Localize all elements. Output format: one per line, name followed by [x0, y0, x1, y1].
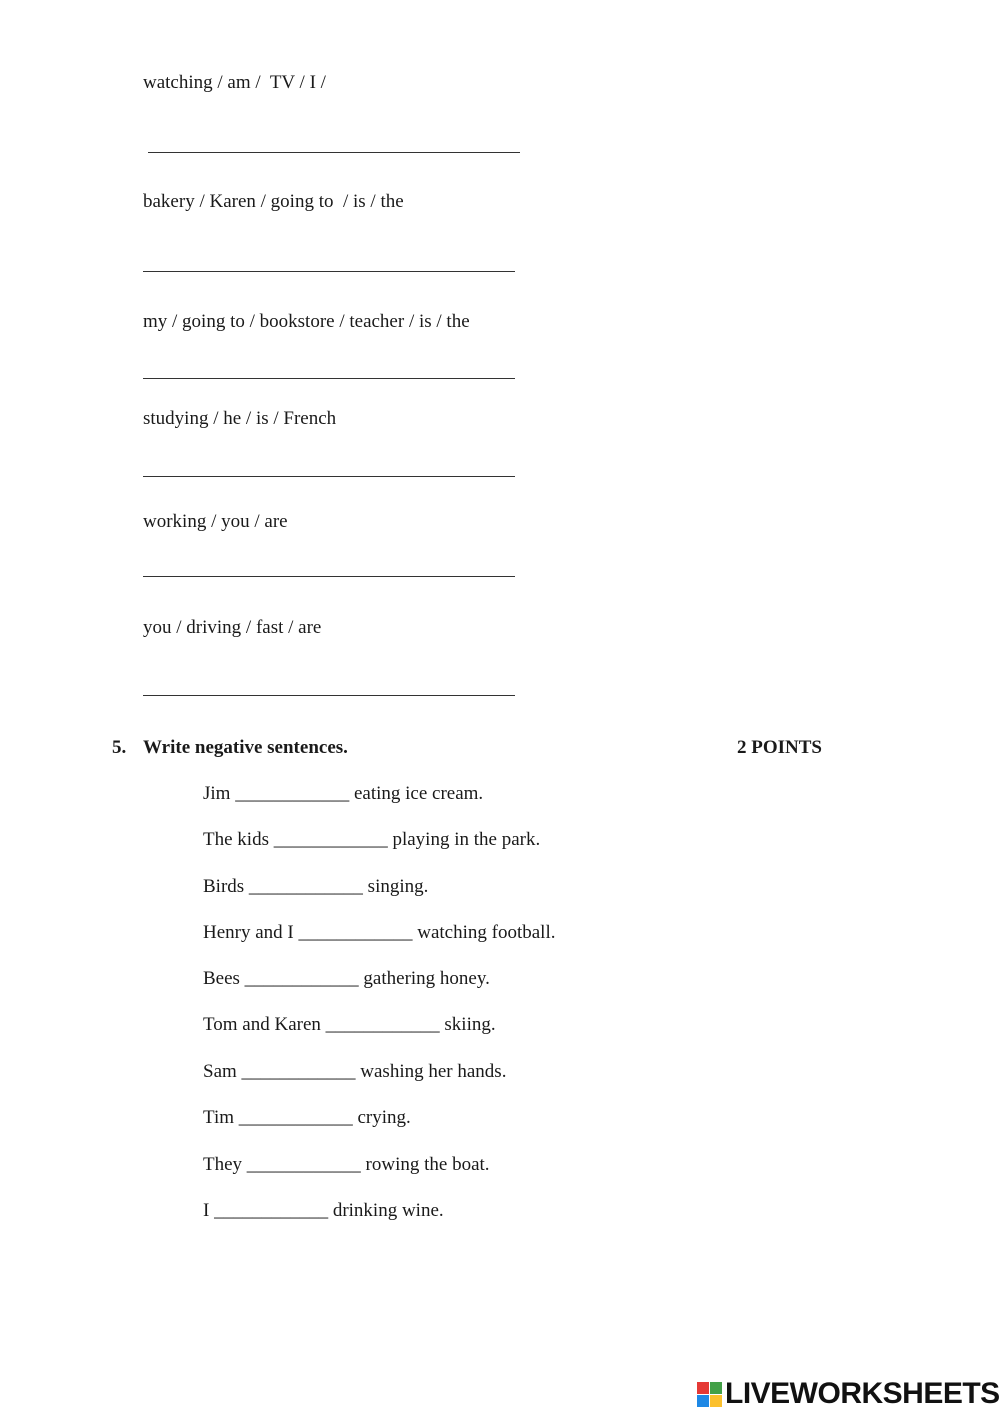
answer-line-5[interactable]	[143, 576, 515, 577]
answer-line-3[interactable]	[143, 378, 515, 379]
negative-sentence-4: Henry and I ____________ watching football.	[203, 922, 556, 943]
logo-square-blue	[697, 1395, 709, 1407]
negative-sentence-6: Tom and Karen ____________ skiing.	[203, 1014, 496, 1035]
answer-line-2[interactable]	[143, 271, 515, 272]
answer-line-6[interactable]	[143, 695, 515, 696]
negative-sentence-9: They ____________ rowing the boat.	[203, 1154, 490, 1175]
section-number: 5.	[112, 737, 127, 758]
reorder-prompt-3: my / going to / bookstore / teacher / is / the	[143, 311, 470, 332]
reorder-prompt-4: studying / he / is / French	[143, 408, 337, 429]
negative-sentence-10: I ____________ drinking wine.	[203, 1200, 444, 1221]
answer-line-1[interactable]	[148, 152, 520, 153]
negative-sentence-1: Jim ____________ eating ice cream.	[203, 783, 484, 804]
negative-sentence-8: Tim ____________ crying.	[203, 1107, 411, 1128]
reorder-prompt-2: bakery / Karen / going to / is / the	[143, 191, 404, 212]
section-points: 2 POINTS	[737, 737, 822, 758]
logo-brand-text: LIVEWORKSHEETS	[725, 1377, 1000, 1410]
section-title: Write negative sentences.	[143, 737, 348, 758]
reorder-prompt-1: watching / am / TV / I /	[143, 72, 326, 93]
logo-square-yellow	[710, 1395, 722, 1407]
liveworksheets-logo[interactable]	[697, 1378, 1000, 1410]
reorder-prompt-5: working / you / are	[143, 511, 288, 532]
negative-sentence-3: Birds ____________ singing.	[203, 876, 429, 897]
reorder-prompt-6: you / driving / fast / are	[143, 617, 322, 638]
answer-line-4[interactable]	[143, 476, 515, 477]
liveworksheets-logo-icon	[697, 1382, 722, 1407]
negative-sentence-5: Bees ____________ gathering honey.	[203, 968, 490, 989]
logo-square-green	[710, 1382, 722, 1394]
logo-square-red	[697, 1382, 709, 1394]
negative-sentence-2: The kids ____________ playing in the park.	[203, 829, 541, 850]
negative-sentence-7: Sam ____________ washing her hands.	[203, 1061, 507, 1082]
